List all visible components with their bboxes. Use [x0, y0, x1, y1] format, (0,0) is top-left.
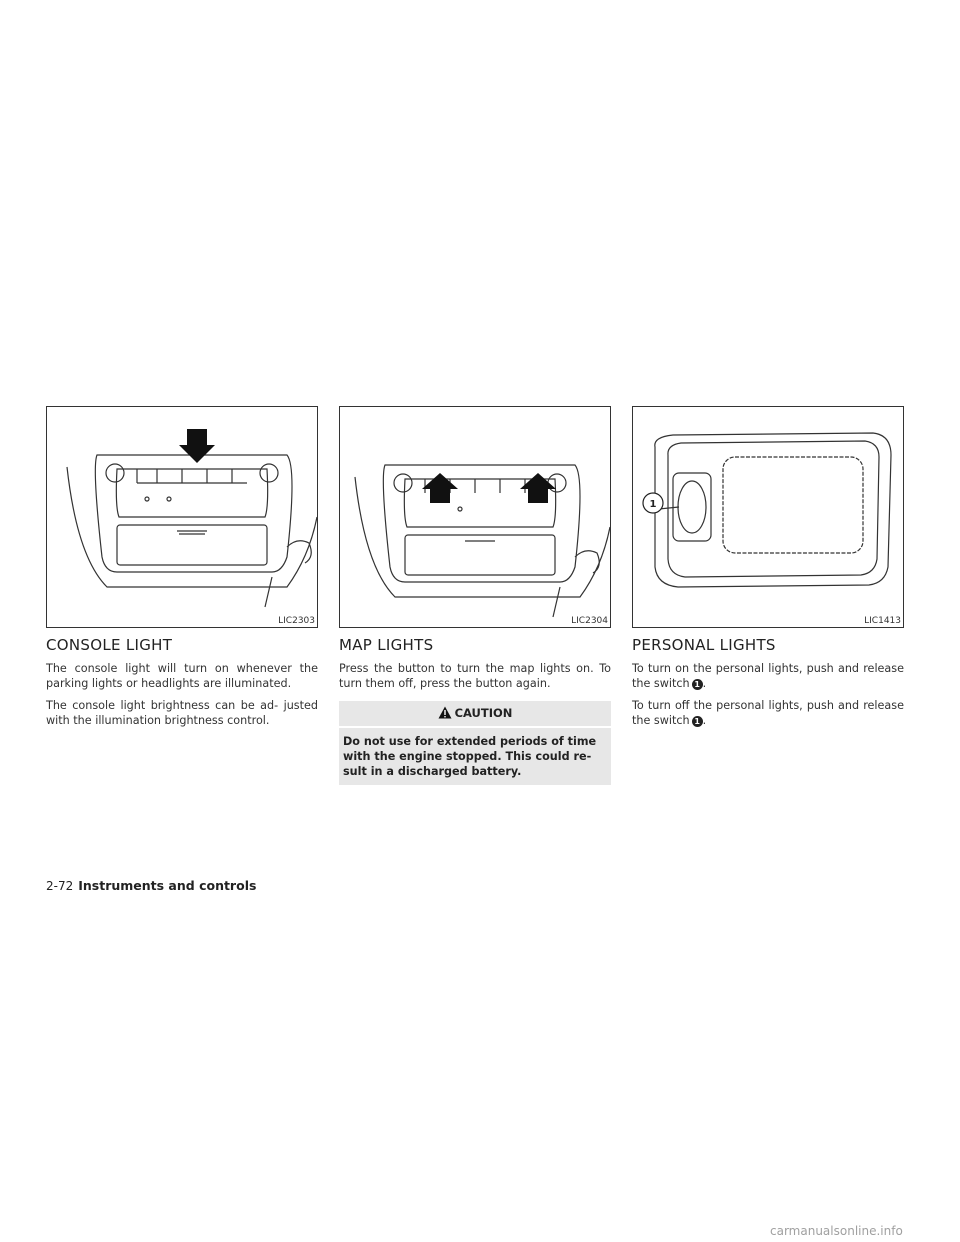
console-light-illustration	[47, 407, 317, 627]
figure-code: LIC2304	[571, 616, 608, 626]
callout-badge: 1	[692, 716, 703, 727]
paragraph: The console light brightness can be ad- justed with the illumination brightness control.	[46, 699, 318, 727]
figure-code: LIC2303	[278, 616, 315, 626]
figure-map-lights	[339, 406, 611, 628]
page-number: 2-72	[46, 879, 74, 893]
paragraph: Press the button to turn the map lights on. To turn them off, press the button again.	[339, 662, 611, 690]
map-lights-illustration	[340, 407, 610, 627]
paragraph-text: To turn on the personal lights, push and release the switch	[632, 662, 904, 690]
warning-triangle-icon	[438, 706, 452, 722]
caution-box	[339, 701, 611, 785]
callout-label: 1	[649, 499, 657, 510]
section-title: PERSONAL LIGHTS	[632, 636, 776, 654]
page-footer	[46, 878, 256, 893]
personal-lights-illustration	[633, 407, 903, 627]
caution-heading	[339, 701, 611, 728]
callout-badge: 1	[692, 679, 703, 690]
paragraph-text: To turn off the personal lights, push and release the switch	[632, 699, 904, 727]
period: .	[702, 677, 707, 690]
caution-heading-text: CAUTION	[454, 706, 513, 720]
figure-code: LIC1413	[864, 616, 901, 626]
section-personal-lights	[632, 406, 904, 735]
section-map-lights	[339, 406, 611, 785]
caution-text: Do not use for extended periods of time with the engine stopped. This could re- sult in a discharged battery.	[343, 735, 597, 778]
watermark: carmanualsonline.info	[770, 1224, 903, 1238]
paragraph: The console light will turn on whenever the parking lights or headlights are illuminated.	[46, 662, 318, 690]
section-footer-title: Instruments and controls	[78, 878, 257, 893]
figure-console-light	[46, 406, 318, 628]
paragraph	[632, 698, 904, 728]
section-title: MAP LIGHTS	[339, 636, 434, 654]
paragraph	[632, 661, 904, 691]
section-console-light	[46, 406, 318, 735]
section-title: CONSOLE LIGHT	[46, 636, 173, 654]
figure-personal-lights	[632, 406, 904, 628]
period: .	[702, 714, 707, 727]
